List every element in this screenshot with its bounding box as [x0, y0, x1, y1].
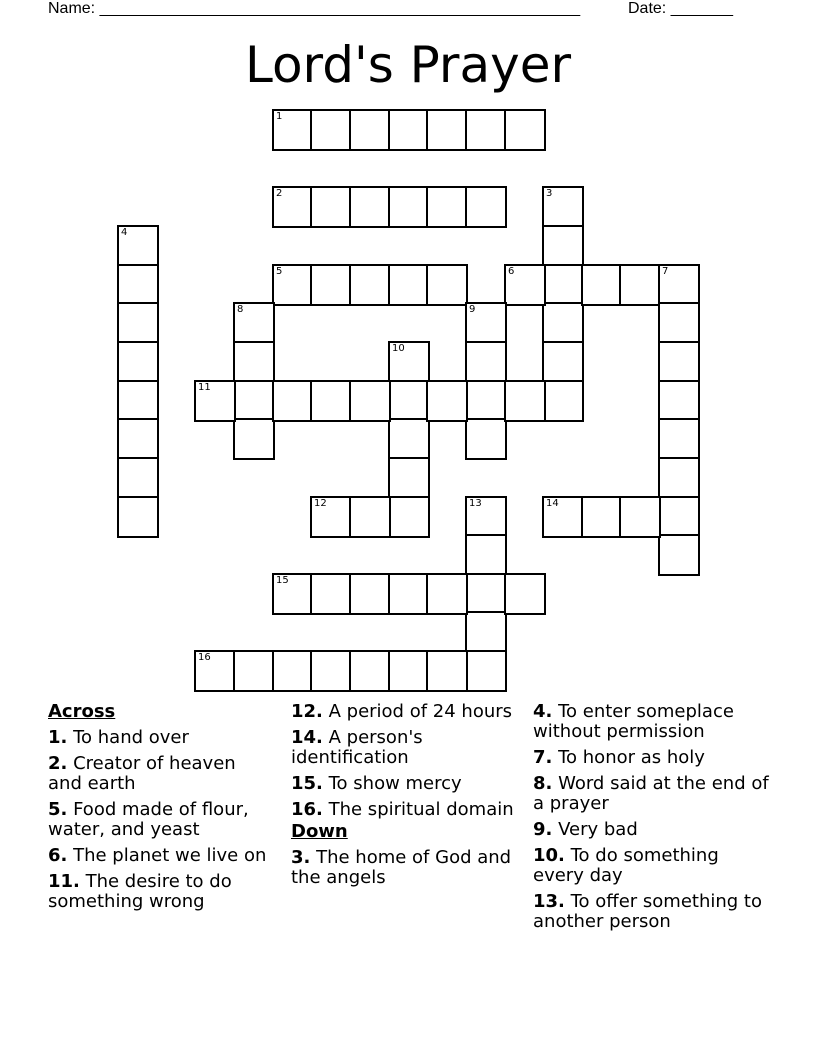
- date-field[interactable]: Date: _______: [628, 0, 733, 17]
- clue-number: 15: [276, 575, 289, 586]
- grid-cell[interactable]: [272, 186, 314, 228]
- name-field[interactable]: Name: ______________________________________________________: [48, 0, 581, 17]
- grid-cell[interactable]: [117, 380, 159, 422]
- grid-cell[interactable]: [465, 341, 507, 383]
- clue-down-9: 9. Very bad: [533, 819, 638, 840]
- grid-cell[interactable]: [465, 418, 507, 460]
- grid-cell[interactable]: [117, 302, 159, 344]
- grid-cell[interactable]: [542, 302, 584, 344]
- grid-cell[interactable]: [388, 573, 430, 615]
- grid-cell[interactable]: [349, 496, 391, 538]
- grid-cell[interactable]: [310, 496, 352, 538]
- clue-number: 2: [276, 188, 283, 199]
- grid-cell[interactable]: [349, 573, 391, 615]
- grid-cell[interactable]: [465, 186, 507, 228]
- clue-number: 10: [392, 343, 405, 354]
- grid-cell[interactable]: [272, 109, 314, 151]
- grid-cell[interactable]: [388, 264, 430, 306]
- grid-cell[interactable]: [117, 496, 159, 538]
- clues-column-2: [291, 702, 516, 894]
- clue-across-15: 15. To show mercy: [291, 773, 462, 794]
- clue-down-3: 3. The home of God and the angels: [291, 847, 512, 888]
- grid-cell[interactable]: [233, 380, 275, 422]
- grid-cell[interactable]: [658, 457, 700, 499]
- clue-number: 9: [469, 304, 476, 315]
- clue-across-2: 2. Creator of heaven and earth: [48, 753, 236, 794]
- clue-number: 5: [276, 266, 283, 277]
- grid-cell[interactable]: [272, 380, 314, 422]
- grid-cell[interactable]: [658, 341, 700, 383]
- grid-cell[interactable]: [272, 264, 314, 306]
- grid-cell[interactable]: [658, 264, 700, 306]
- grid-cell[interactable]: [504, 264, 546, 306]
- clue-number: 14: [546, 498, 559, 509]
- grid-cell[interactable]: [619, 264, 661, 306]
- grid-cell[interactable]: [426, 573, 468, 615]
- grid-cell[interactable]: [117, 418, 159, 460]
- grid-cell[interactable]: [310, 264, 352, 306]
- grid-cell[interactable]: [388, 186, 430, 228]
- grid-cell[interactable]: [194, 380, 236, 422]
- grid-cell[interactable]: [233, 650, 275, 692]
- grid-cell[interactable]: [388, 418, 430, 460]
- clue-across-12: 12. A period of 24 hours: [291, 701, 513, 722]
- grid-cell[interactable]: [349, 186, 391, 228]
- grid-cell[interactable]: [658, 302, 700, 344]
- grid-cell[interactable]: [504, 573, 546, 615]
- grid-cell[interactable]: [504, 380, 546, 422]
- grid-cell[interactable]: [388, 650, 430, 692]
- grid-cell[interactable]: [542, 380, 584, 422]
- grid-cell[interactable]: [388, 341, 430, 383]
- grid-cell[interactable]: [581, 496, 623, 538]
- clue-number: 4: [121, 227, 128, 238]
- clue-number: 6: [508, 266, 515, 277]
- across-heading: Across: [48, 701, 116, 722]
- grid-cell[interactable]: [272, 573, 314, 615]
- grid-cell[interactable]: [117, 341, 159, 383]
- grid-cell[interactable]: [542, 496, 584, 538]
- grid-cell[interactable]: [349, 380, 391, 422]
- grid-cell[interactable]: [465, 650, 507, 692]
- grid-cell[interactable]: [426, 380, 468, 422]
- grid-cell[interactable]: [117, 264, 159, 306]
- grid-cell[interactable]: [272, 650, 314, 692]
- grid-cell[interactable]: [349, 650, 391, 692]
- clue-across-6: 6. The planet we live on: [48, 845, 267, 866]
- grid-cell[interactable]: [310, 380, 352, 422]
- grid-cell[interactable]: [658, 496, 700, 538]
- grid-cell[interactable]: [658, 380, 700, 422]
- grid-cell[interactable]: [619, 496, 661, 538]
- grid-cell[interactable]: [504, 109, 546, 151]
- grid-cell[interactable]: [426, 650, 468, 692]
- grid-cell[interactable]: [233, 418, 275, 460]
- grid-cell[interactable]: [426, 264, 468, 306]
- grid-cell[interactable]: [310, 573, 352, 615]
- grid-cell[interactable]: [426, 109, 468, 151]
- grid-cell[interactable]: [465, 573, 507, 615]
- clue-number: 16: [198, 652, 211, 663]
- down-heading: Down: [291, 821, 348, 842]
- grid-cell[interactable]: [658, 534, 700, 576]
- clue-number: 13: [469, 498, 482, 509]
- grid-cell[interactable]: [542, 225, 584, 267]
- clue-down-8: 8. Word said at the end of a prayer: [533, 773, 769, 814]
- clue-number: 7: [662, 266, 669, 277]
- grid-cell[interactable]: [349, 109, 391, 151]
- clue-number: 11: [198, 382, 211, 393]
- grid-cell[interactable]: [233, 302, 275, 344]
- grid-cell[interactable]: [465, 611, 507, 653]
- grid-cell[interactable]: [388, 380, 430, 422]
- clue-down-7: 7. To honor as holy: [533, 747, 705, 768]
- clue-number: 12: [314, 498, 327, 509]
- clue-across-5: 5. Food made of flour, water, and yeast: [48, 799, 249, 840]
- clue-down-10: 10. To do something every day: [533, 845, 719, 886]
- page-title: Lord's Prayer: [244, 36, 572, 94]
- grid-cell[interactable]: [194, 650, 236, 692]
- grid-cell[interactable]: [426, 186, 468, 228]
- clue-across-11: 11. The desire to do something wrong: [48, 871, 232, 912]
- grid-cell[interactable]: [542, 264, 584, 306]
- grid-cell[interactable]: [465, 380, 507, 422]
- grid-cell[interactable]: [388, 496, 430, 538]
- clue-across-14: 14. A person's identification: [291, 727, 423, 768]
- grid-cell[interactable]: [465, 302, 507, 344]
- grid-cell[interactable]: [117, 457, 159, 499]
- clues-column-3: [533, 702, 773, 938]
- grid-cell[interactable]: [310, 650, 352, 692]
- clue-across-16: 16. The spiritual domain: [291, 799, 514, 820]
- grid-cell[interactable]: [465, 534, 507, 576]
- clue-down-4: 4. To enter someplace without permission: [533, 701, 734, 742]
- clue-across-1: 1. To hand over: [48, 727, 189, 748]
- grid-cell[interactable]: [349, 264, 391, 306]
- grid-cell[interactable]: [117, 225, 159, 267]
- grid-cell[interactable]: [465, 496, 507, 538]
- grid-cell[interactable]: [658, 418, 700, 460]
- clues-column-1: [48, 702, 273, 918]
- clue-number: 8: [237, 304, 244, 315]
- grid-cell[interactable]: [310, 186, 352, 228]
- grid-cell[interactable]: [542, 341, 584, 383]
- clue-down-13: 13. To offer something to another person: [533, 891, 762, 932]
- grid-cell[interactable]: [233, 341, 275, 383]
- grid-cell[interactable]: [465, 109, 507, 151]
- grid-cell[interactable]: [310, 109, 352, 151]
- grid-cell[interactable]: [388, 109, 430, 151]
- clue-number: 3: [546, 188, 553, 199]
- clue-number: 1: [276, 111, 283, 122]
- grid-cell[interactable]: [388, 457, 430, 499]
- grid-cell[interactable]: [542, 186, 584, 228]
- grid-cell[interactable]: [581, 264, 623, 306]
